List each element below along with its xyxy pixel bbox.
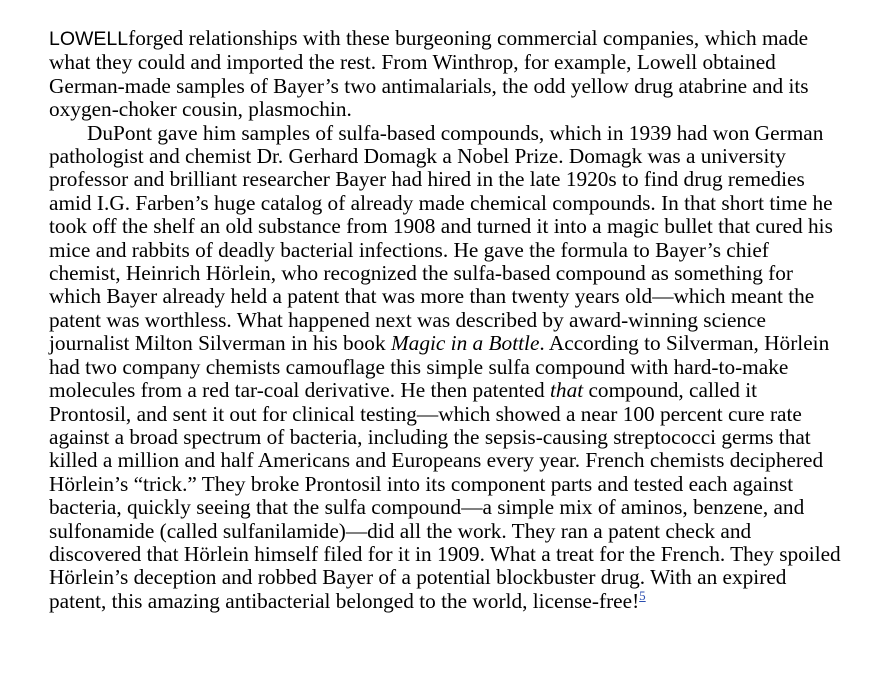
paragraph-main-text-3: compound, called it Prontosil, and sent it out for clinical testing—which showed a near 100 percent cure rate against a broad spectrum of bacteria, including the sepsis-causing streptococci germs that killed a million and half Americans and Europeans every year. French chemists deciphered Hörlein’s “trick.” They broke Prontosil into its component parts and tested each against bacteria, quickly seeing that the sulfa compound—a simple mix of aminos, benzene, and sulfonamide (called sulfanilamide)—did all the work. They ran a patent check and discovered that Hörlein himself filed for it in 1909. What a treat for the French. They spoiled Hörlein’s deception and robbed Bayer of a potential blockbuster drug. With an expired patent, this amazing antibacterial belonged to the world, license-free! [49,378,841,613]
document-body [49,27,841,613]
book-title: Magic in a Bottle [390,331,540,356]
paragraph-main [49,122,841,614]
paragraph-opening-text: forged relationships with these burgeoning commercial companies, which made what they could and imported the rest. From Winthrop, for example, Lowell obtained German-made samples of Bayer’s two antimalarials, the odd yellow drug atabrine and its oxygen-choker cousin, plasmochin. [49,26,809,122]
opening-small-caps: LOWELL [49,28,129,50]
paragraph-main-text-2: . According to Silverman, Hörlein had two company chemists camouflage this simple sulfa compound with hard-to-make molecules from a red tar-coal derivative. He then patented [49,331,830,403]
paragraph-main-text-1: DuPont gave him samples of sulfa-based compounds, which in 1939 had won German pathologist and chemist Dr. Gerhard Domagk a Nobel Prize. Domagk was a university professor and brilliant researcher Bayer had hired in the late 1920s to find drug remedies amid I.G. Farben’s huge catalog of already made chemical compounds. In that short time he took off the shelf an old substance from 1908 and turned it into a magic bullet that cured his mice and rabbits of deadly bacterial infections. He gave the formula to Bayer’s chief chemist, Heinrich Hörlein, who recognized the sulfa-based compound as something for which Bayer already held a patent that was more than twenty years old—which meant the patent was worthless. What happened next was described by award-winning science journalist Milton Silverman in his book [49,120,833,356]
emphasis-that: that [550,378,584,403]
paragraph-opening [49,27,841,122]
footnote-link[interactable]: 5 [639,587,646,603]
